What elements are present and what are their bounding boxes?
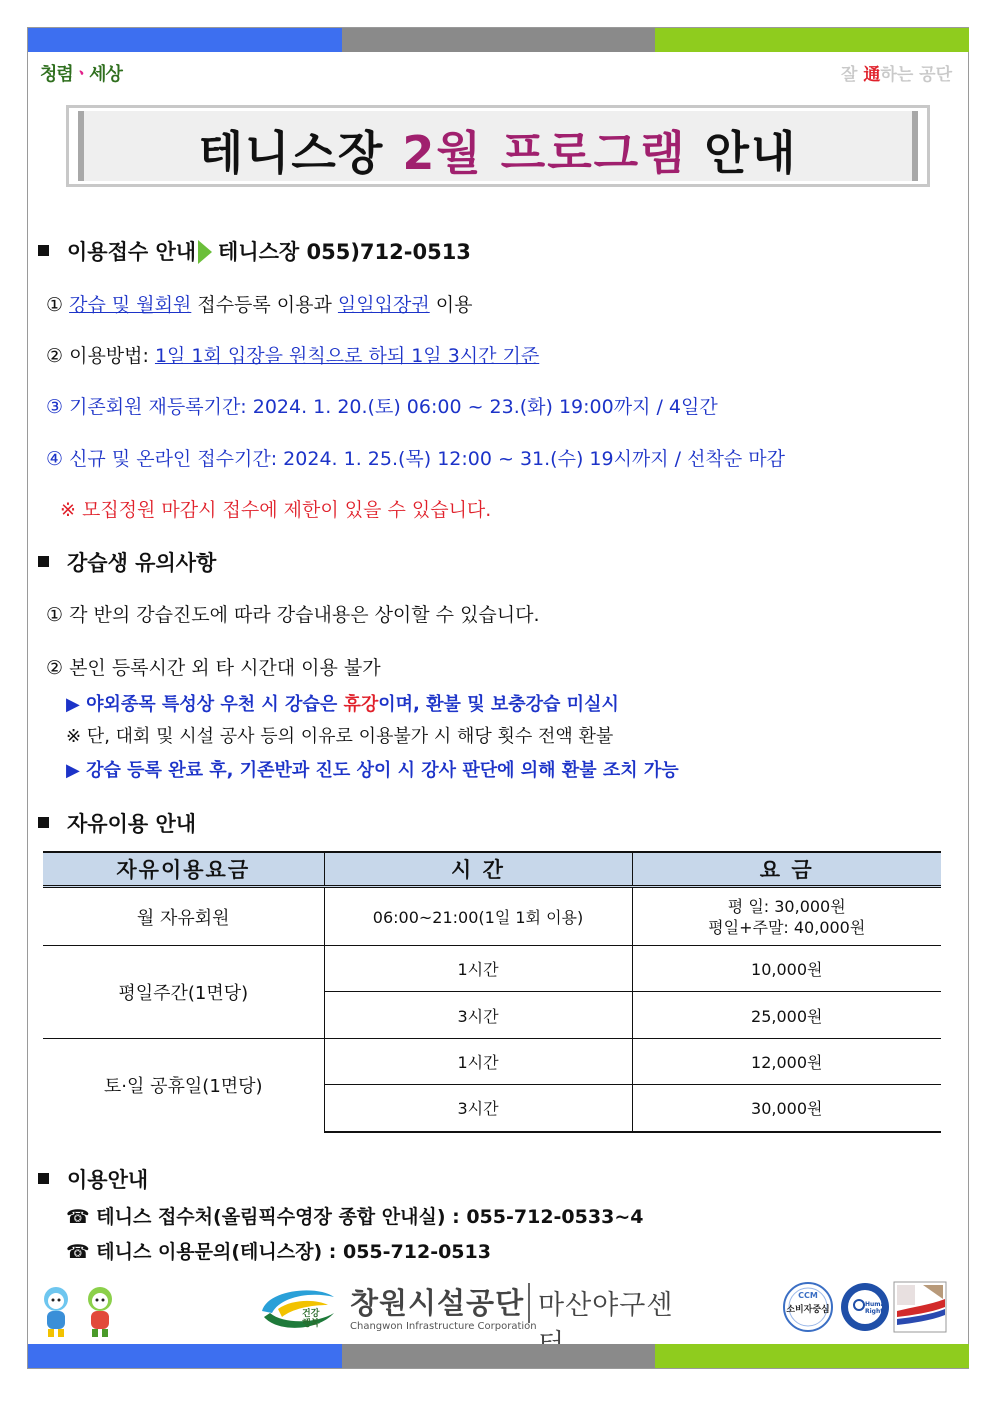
row-weekday-3h-fee: 25,000원 [632,992,941,1039]
row-monthly-fee: 평 일: 30,000원 평일+주말: 40,000원 [632,887,941,946]
col-header-fee: 요 금 [632,852,941,887]
bottom-color-band [28,1344,969,1368]
row-weekday-name: 평일주간(1면당) [43,946,324,1039]
ccm-label: CCM [798,1291,818,1300]
bullet-square-icon [38,556,49,567]
registration-item-3: ③ 기존회원 재등록기간: 2024. 1. 20.(토) 06:00 ~ 23.(화) 19:00까지 / 4일간 [46,396,718,418]
bullet-square-icon [38,245,49,256]
page-title: 테니스장 2월 프로그램 안내 [198,126,798,180]
contact-inquiry: ☎ 테니스 이용문의(테니스장) : 055-712-0513 [66,1241,491,1263]
row-weekend-3h-time: 3시간 [324,1085,632,1132]
registration-item-4: ④ 신규 및 온라인 접수기간: 2024. 1. 25.(목) 12:00 ~ 31.(수) 19시까지 / 선착순 마감 [46,448,785,470]
ccm-badge [781,1281,835,1333]
section-info-heading: 이용안내 [38,1164,148,1194]
notice-item-1: ① 각 반의 강습진도에 따라 강습내용은 상이할 수 있습니다. [46,604,540,626]
corporation-logo [258,1281,688,1339]
row-weekday-3h-time: 3시간 [324,992,632,1039]
logo-divider [528,1283,530,1323]
org-name-en: Changwon Infrastructure Corporation [350,1321,537,1332]
row-monthly-time: 06:00~21:00(1일 1회 이용) [324,887,632,946]
green-arrow-icon [198,240,212,264]
row-weekend-3h-fee: 30,000원 [632,1085,941,1132]
notice-sub-3: ▶ 강습 등록 완료 후, 기존반과 진도 상이 시 강사 판단에 의해 환불 조치 가능 [66,760,679,781]
fee-table [43,851,941,1133]
notice-sub-2: ※ 단, 대회 및 시설 공사 등의 이유로 이용불가 시 해당 횟수 전액 환불 [66,726,614,747]
section-notice-heading: 강습생 유의사항 [38,547,216,577]
bullet-square-icon [38,1173,49,1184]
notice-sub-1: ▶ 야외종목 특성상 우천 시 강습은 휴강이며, 환불 및 보충강습 미실시 [66,694,619,715]
contact-reception: ☎ 테니스 접수처(올림픽수영장 종합 안내실) : 055-712-0533~4 [66,1206,644,1228]
row-weekend-1h-time: 1시간 [324,1039,632,1085]
col-header-time: 시 간 [324,852,632,887]
registration-note: ※ 모집정원 마감시 접수에 제한이 있을 수 있습니다. [60,499,492,521]
col-header-type: 자유이용요금 [43,852,324,887]
corporation-emblem-icon [258,1283,338,1335]
org-name-kr: 창원시설공단 [350,1286,525,1320]
row-weekday-1h-fee: 10,000원 [632,946,941,992]
health-badge: 건강 행복 [302,1309,320,1329]
table-row [43,887,941,946]
row-weekend-name: 토·일 공휴일(1면당) [43,1039,324,1132]
human-rights-text: Human Rights [865,1301,889,1315]
top-color-band [28,28,969,52]
row-weekday-1h-time: 1시간 [324,946,632,992]
title-banner [66,105,930,187]
slogan: 잘 通하는 공단 [841,65,952,85]
mascot-characters-icon [36,1283,126,1339]
registration-item-1: ① 강습 및 월회원 접수등록 이용과 일일입장권 이용 [46,294,473,316]
human-rights-badge [839,1281,891,1333]
center-name: 마산야구센 [538,1290,674,1321]
table-row [43,1039,941,1085]
bullet-square-icon [38,817,49,828]
notice-item-2: ② 본인 등록시간 외 타 시간대 이용 불가 [46,657,381,679]
clean-world-logo: 청렴ㆍ세상 [40,64,122,85]
row-monthly-name: 월 자유회원 [43,887,324,946]
ccm-text: 소비자중심 [786,1305,830,1315]
section-free-use-heading: 자유이용 안내 [38,808,196,838]
quality-certification-icon [893,1281,947,1333]
section-registration-heading: 이용접수 안내 테니스장 055)712-0513 [38,236,471,266]
table-row [43,946,941,992]
row-weekend-1h-fee: 12,000원 [632,1039,941,1085]
registration-item-2: ② 이용방법: 1일 1회 입장을 원칙으로 하되 1일 3시간 기준 [46,345,540,367]
